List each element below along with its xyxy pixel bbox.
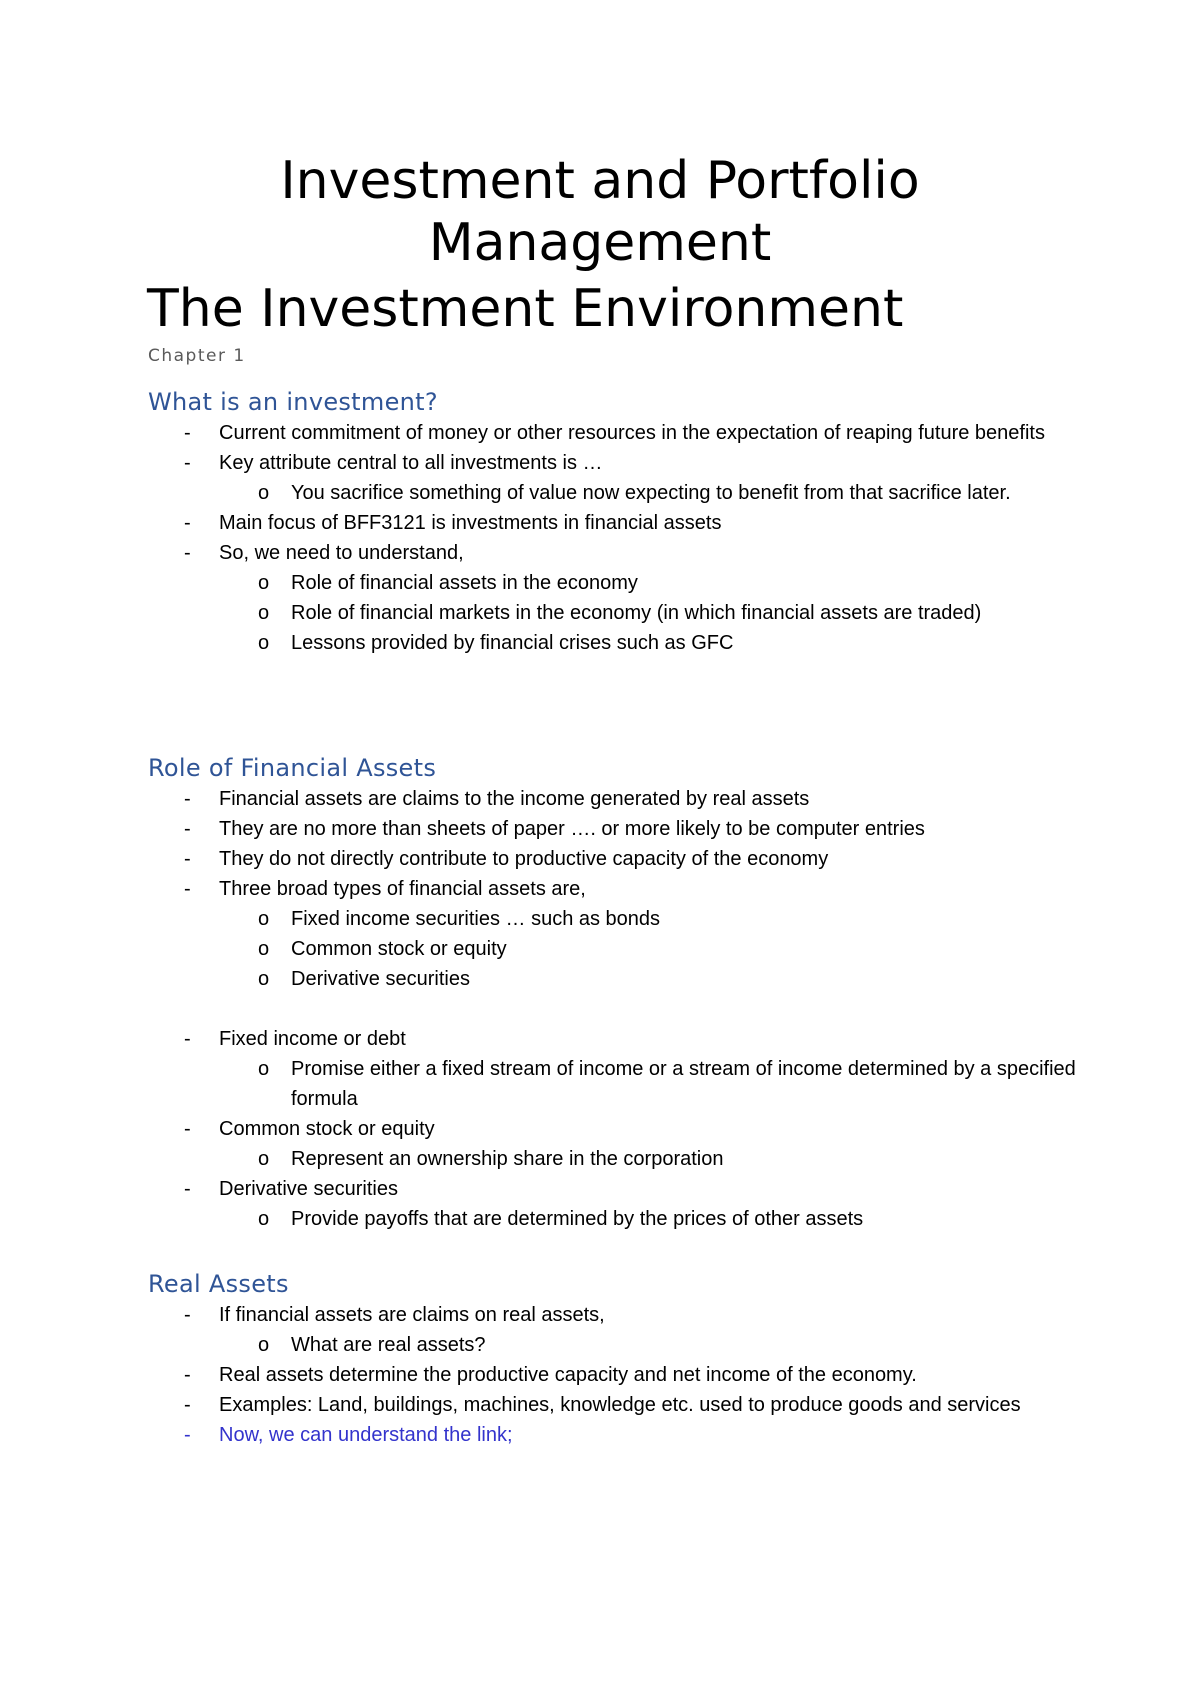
list-item-text: Fixed income securities … such as bonds [291,908,661,930]
dash-marker: - [184,542,191,564]
dash-marker: - [184,1028,191,1050]
section-role-of-financial-assets [148,752,1088,1234]
list-item-text: Role of financial assets in the economy [291,572,638,594]
list-item-text: They are no more than sheets of paper …. or more likely to be computer entries [219,818,925,840]
circle-marker: o [258,1148,270,1170]
sub-bullet-list [219,904,1088,994]
circle-marker: o [258,482,270,504]
list-item [148,1114,1088,1174]
list-item [148,1174,1088,1234]
sub-list-item [219,1330,1088,1360]
sub-list-item [219,568,1088,598]
list-item-text: Represent an ownership share in the corporation [291,1148,724,1170]
list-item [148,1300,1088,1360]
dash-marker: - [184,788,191,810]
list-item-text: Role of financial markets in the economy (in which financial assets are traded) [291,602,982,624]
list-item [148,1360,1088,1390]
list-item-text: Now, we can understand the link; [219,1424,513,1446]
sub-bullet-list [219,568,1088,658]
dash-marker: - [184,818,191,840]
dash-marker: - [184,1178,191,1200]
list-item-text: Common stock or equity [219,1118,435,1140]
list-item-text: You sacrifice something of value now expecting to benefit from that sacrifice later. [291,482,1011,504]
dash-marker: - [184,878,191,900]
dash-marker: - [184,848,191,870]
document-title-line-2: Management [428,213,772,273]
circle-marker: o [258,572,270,594]
list-item-text: So, we need to understand, [219,542,464,564]
chapter-label: Chapter 1 [148,346,246,366]
list-item-text: Financial assets are claims to the income generated by real assets [219,788,810,810]
section-heading: Real Assets [148,1270,289,1298]
sub-list-item [219,478,1088,508]
list-item-text: If financial assets are claims on real assets, [219,1304,605,1326]
list-item-text: Three broad types of financial assets are, [219,878,586,900]
circle-marker: o [258,968,270,990]
dash-marker: - [184,452,191,474]
sub-list-item [219,1054,1088,1114]
dash-marker: - [184,422,191,444]
sub-list-item [219,904,1088,934]
document-subtitle: The Investment Environment [147,279,904,339]
dash-marker: - [184,1304,191,1326]
list-item [148,784,1088,814]
blank-line [148,994,1088,1024]
circle-marker: o [258,938,270,960]
sub-list-item [219,598,1088,628]
list-item [148,814,1088,844]
list-item-text: Derivative securities [291,968,470,990]
dash-marker: - [184,1394,191,1416]
sub-bullet-list [219,1204,1088,1234]
list-item [148,508,1088,538]
list-item-text: Key attribute central to all investments is … [219,452,603,474]
list-item-text: Promise either a fixed stream of income or a stream of income determined by a specified formula [291,1058,1076,1110]
dash-marker: - [184,1424,191,1446]
list-item [148,448,1088,508]
document-title-line-1: Investment and Portfolio [280,151,920,211]
list-item [148,1024,1088,1114]
section-what-is-investment [148,386,1088,658]
list-item-text: Real assets determine the productive capacity and net income of the economy. [219,1364,917,1386]
list-item-text: Lessons provided by financial crises such as GFC [291,632,734,654]
list-item-text: Common stock or equity [291,938,507,960]
list-item-text: Examples: Land, buildings, machines, knowledge etc. used to produce goods and services [219,1394,1021,1416]
circle-marker: o [258,632,270,654]
dash-marker: - [184,1118,191,1140]
list-item-text: They do not directly contribute to productive capacity of the economy [219,848,829,870]
bullet-list [148,418,1088,658]
list-item [148,874,1088,994]
list-item [148,418,1088,448]
sub-list-item [219,1144,1088,1174]
list-item [148,844,1088,874]
list-item-text: Provide payoffs that are determined by the prices of other assets [291,1208,864,1230]
list-item [148,1390,1088,1420]
dash-marker: - [184,1364,191,1386]
sub-list-item [219,1204,1088,1234]
list-item-text: Current commitment of money or other resources in the expectation of reaping future benefits [219,422,1045,444]
list-item-text: Derivative securities [219,1178,398,1200]
sub-list-item [219,628,1088,658]
list-item-text: Main focus of BFF3121 is investments in financial assets [219,512,722,534]
sub-bullet-list [219,478,1088,508]
section-real-assets [148,1268,1088,1450]
circle-marker: o [258,908,270,930]
circle-marker: o [258,1058,270,1080]
section-heading: Role of Financial Assets [148,754,437,782]
sub-bullet-list [219,1144,1088,1174]
dash-marker: - [184,512,191,534]
bullet-list [148,784,1088,994]
list-item [148,538,1088,658]
circle-marker: o [258,1208,270,1230]
sub-bullet-list [219,1330,1088,1360]
section-heading: What is an investment? [148,388,438,416]
bullet-list [148,1024,1088,1234]
bullet-list [148,1300,1088,1450]
sub-list-item [219,934,1088,964]
sub-list-item [219,964,1088,994]
circle-marker: o [258,602,270,624]
list-item-text: Fixed income or debt [219,1028,406,1050]
sub-bullet-list [219,1054,1088,1114]
list-item-text: What are real assets? [291,1334,486,1356]
list-item-link [148,1420,1088,1450]
circle-marker: o [258,1334,270,1356]
